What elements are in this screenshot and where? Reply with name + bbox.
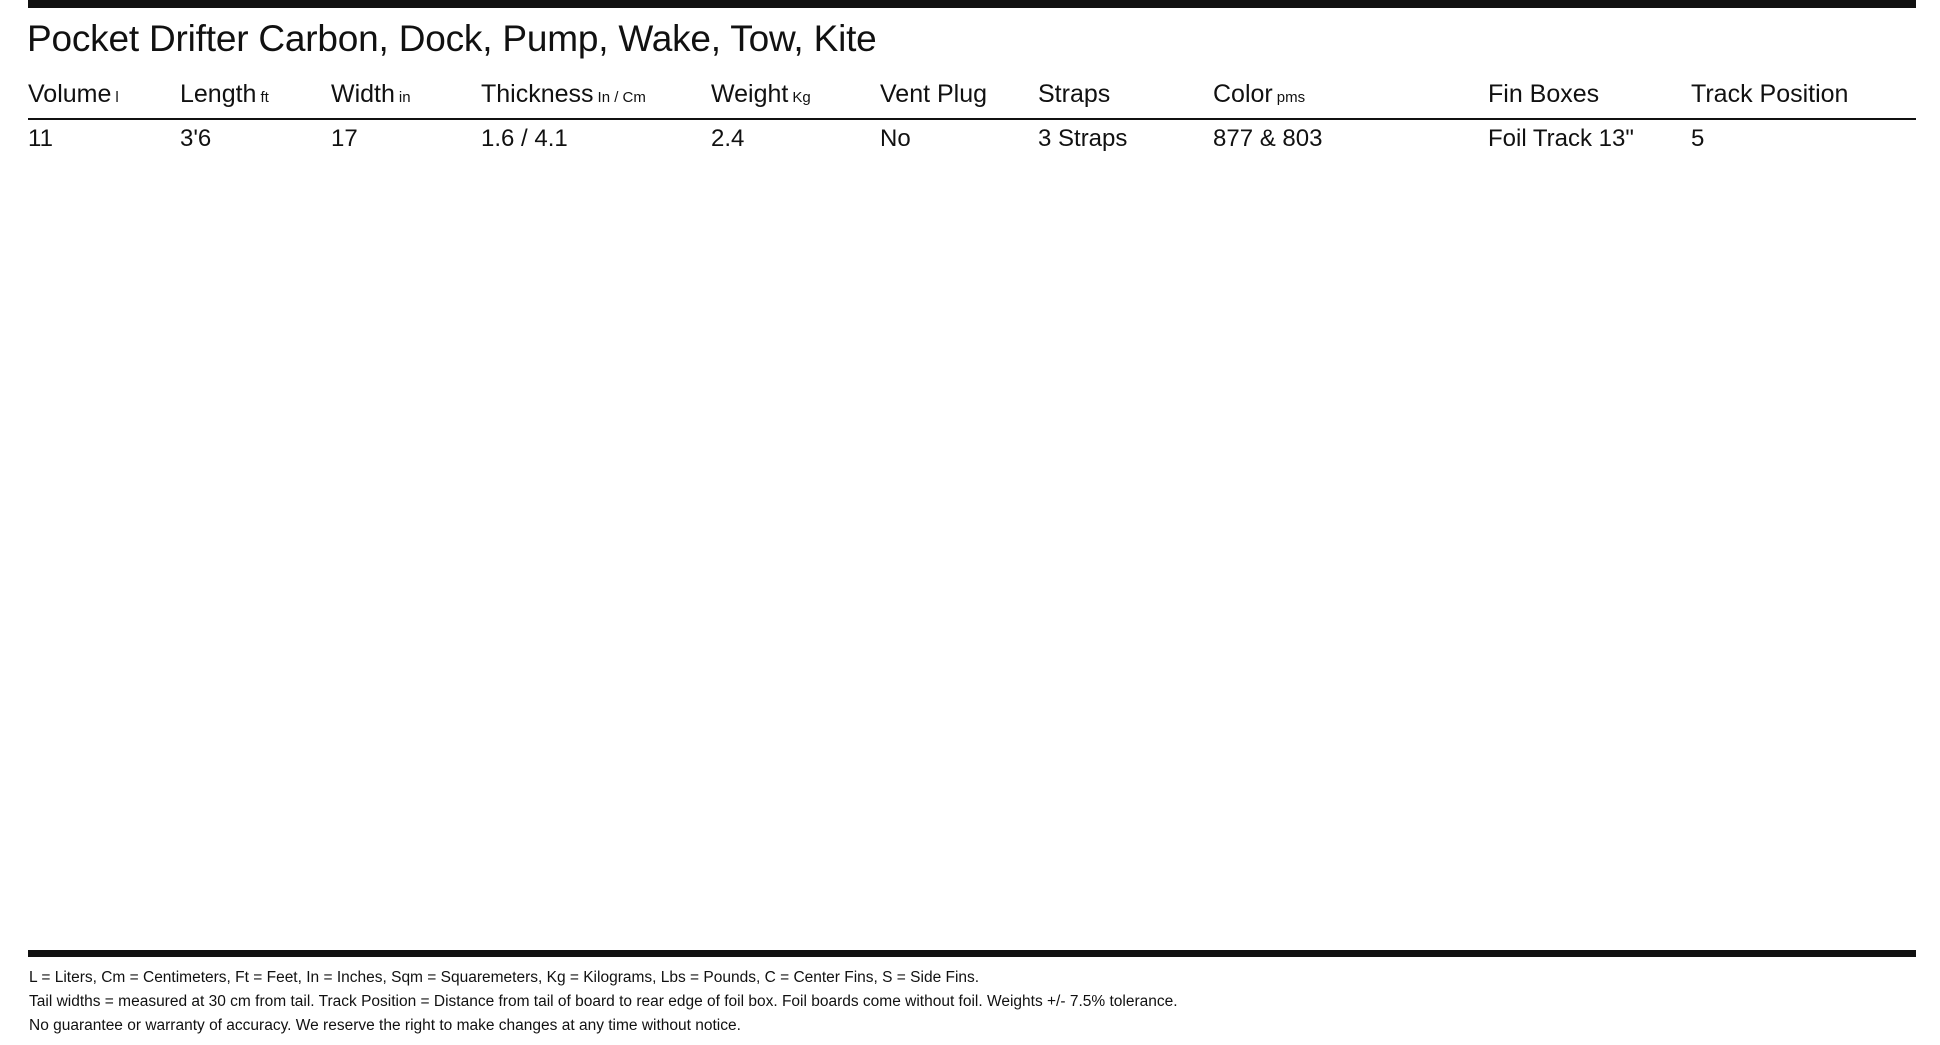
cell-straps: 3 Straps [1038, 125, 1128, 152]
header-weight [711, 78, 811, 114]
header-fin-boxes [1488, 78, 1599, 110]
footer-abbreviations: L = Liters, Cm = Centimeters, Ft = Feet, In = Inches, Sqm = Squaremeters, Kg = Kilograms, Lbs = Pounds, C = Center Fins, S = Side Fins. [29, 969, 980, 986]
header-unit: in [398, 89, 411, 106]
header-label: Length [180, 80, 257, 108]
header-unit: l [115, 89, 119, 106]
header-unit: Kg [792, 89, 811, 106]
header-label: Weight [711, 80, 789, 108]
header-label: Straps [1038, 80, 1111, 108]
header-volume [28, 78, 119, 114]
footer-notes [29, 966, 1909, 1038]
header-label: Vent Plug [880, 80, 988, 108]
header-track-position [1691, 78, 1848, 110]
top-rule [28, 0, 1916, 8]
header-length [180, 78, 269, 114]
header-unit: pms [1276, 89, 1306, 106]
header-straps [1038, 78, 1110, 110]
bottom-rule [28, 950, 1916, 957]
cell-length: 3'6 [180, 125, 212, 152]
header-thickness [481, 78, 646, 114]
footer-disclaimer: No guarantee or warranty of accuracy. We reserve the right to make changes at any time without notice. [29, 1017, 741, 1034]
header-unit: In / Cm [597, 89, 646, 106]
header-label: Track Position [1691, 80, 1849, 108]
header-label: Volume [28, 80, 112, 108]
page-title: Pocket Drifter Carbon, Dock, Pump, Wake, Tow, Kite [27, 18, 877, 59]
header-label: Width [331, 80, 395, 108]
header-label: Fin Boxes [1488, 80, 1600, 108]
table-row [28, 124, 1916, 160]
footer-measurement-notes: Tail widths = measured at 30 cm from tail. Track Position = Distance from tail of board to rear edge of foil box. Foil boards come without foil. Weights +/- 7.5% tolerance. [29, 993, 1178, 1010]
header-label: Thickness [481, 80, 594, 108]
header-unit: ft [260, 89, 269, 106]
table-header [28, 78, 1916, 120]
cell-weight: 2.4 [711, 125, 745, 152]
cell-thickness: 1.6 / 4.1 [481, 125, 568, 152]
header-label: Color [1213, 80, 1273, 108]
cell-width: 17 [331, 125, 358, 152]
cell-vent-plug: No [880, 125, 911, 152]
cell-volume: 11 [28, 125, 53, 152]
header-vent-plug [880, 78, 987, 110]
cell-track-position: 5 [1691, 125, 1705, 152]
cell-fin-boxes: Foil Track 13" [1488, 125, 1634, 152]
header-color [1213, 78, 1305, 114]
cell-color: 877 & 803 [1213, 125, 1323, 152]
header-width [331, 78, 411, 114]
